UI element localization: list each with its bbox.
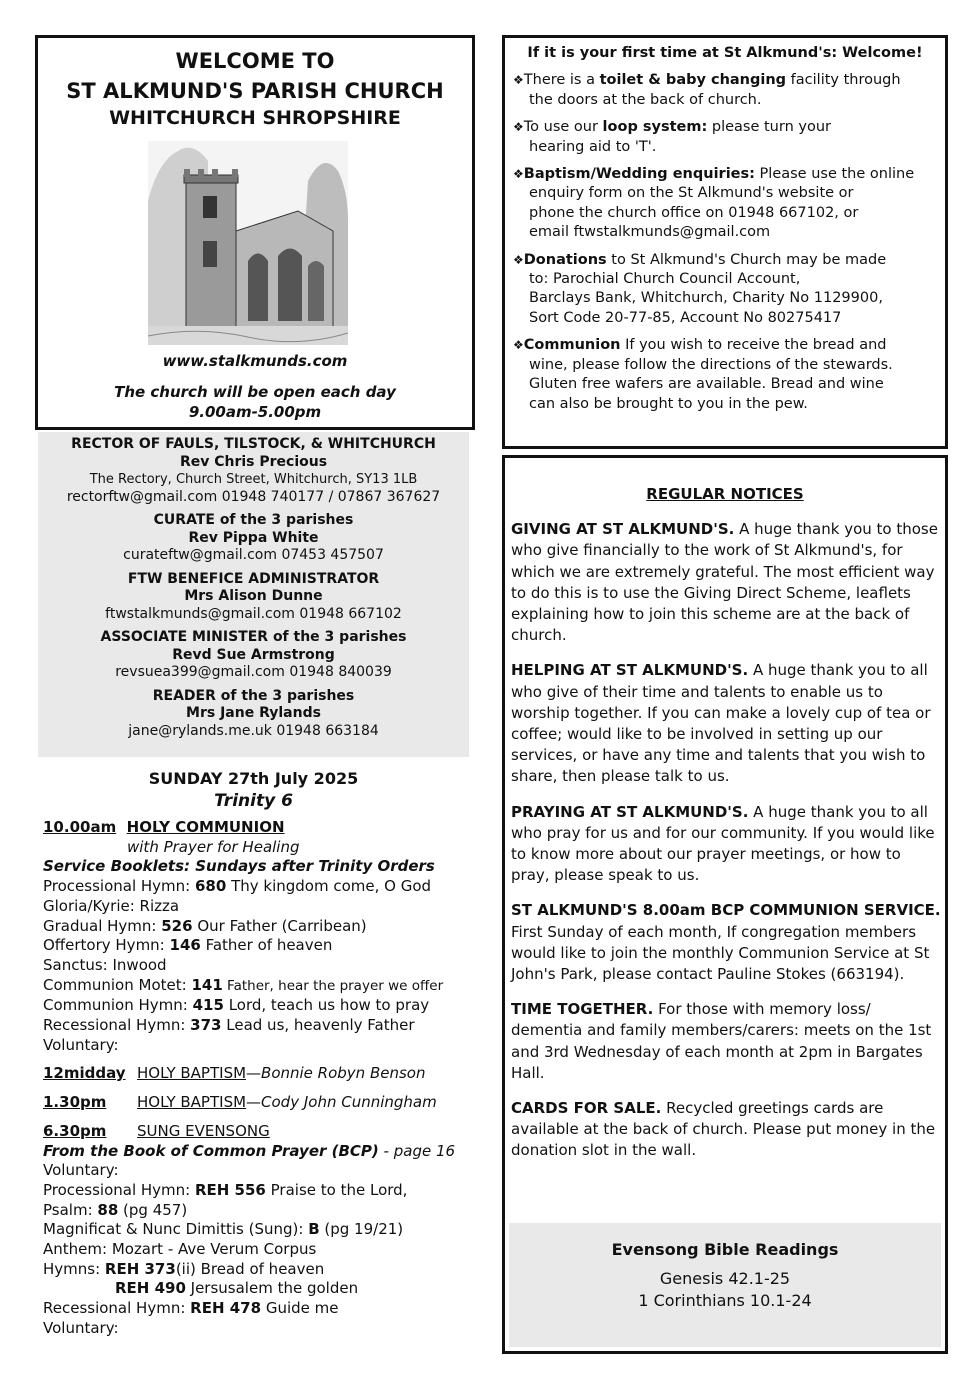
info-text: email ftwstalkmunds@gmail.com [529, 224, 771, 241]
service-line [43, 1016, 473, 1036]
contact-address: The Rectory, Church Street, Whitchurch, SY13 1LB [89, 472, 418, 487]
baptism-candidate: Cody John Cunningham [261, 1093, 437, 1112]
info-text: Barclays Bank, Whitchurch, Charity No 1129900, [529, 290, 883, 307]
contact-name: Rev Chris Precious [179, 453, 328, 470]
service-line [43, 1036, 473, 1056]
notice-text: A huge thank you to those who give financially to the work of St Alkmund's, for which we are extremely grateful. The most efficient way to do this is to use the Giving Direct Scheme, leaflets explaining how to join this scheme are at the back of church. [511, 520, 938, 645]
notice-text: First Sunday of each month, If congregation members would like to join the monthly Communion Service at St John's Park, please contact Pauline Stokes (663194). [511, 922, 930, 984]
baptism-candidate: Bonnie Robyn Benson [261, 1064, 426, 1083]
bullet-icon: ❖ [513, 120, 524, 135]
hymn-number: 526 [161, 916, 193, 935]
service-line [43, 956, 473, 976]
line-label: Sanctus: Inwood [43, 955, 167, 974]
line-label: Offertory Hymn: [43, 936, 170, 955]
hymn-title: Lead us, heavenly Father [221, 1016, 415, 1035]
contact-associate-minister [38, 629, 469, 682]
hymn-number: REH 490 [115, 1279, 186, 1298]
info-loop [513, 118, 939, 157]
contact-name: Rev Pippa White [188, 529, 319, 546]
clergy-contacts [38, 432, 469, 757]
line-label: Gloria/Kyrie: Rizza [43, 896, 180, 915]
info-text: If you wish to receive the bread and [620, 337, 887, 354]
info-bold: loop system: [602, 119, 708, 136]
psalm-number: 88 [97, 1200, 119, 1219]
church-name: ST ALKMUND'S PARISH CHURCH [66, 79, 444, 103]
book-page: - page 16 [378, 1141, 456, 1160]
hymn-title: (ii) Bread of heaven [175, 1259, 325, 1278]
contact-curate [38, 512, 469, 565]
service-line [43, 936, 473, 956]
line-label: Processional Hymn: [43, 1180, 195, 1199]
service-time: 10.00am [43, 818, 117, 836]
contact-administrator [38, 571, 469, 624]
contact-name: Revd Sue Armstrong [172, 646, 335, 663]
service-title: HOLY COMMUNION [126, 818, 285, 836]
service-line: Voluntary: [43, 1318, 119, 1337]
church-location: WHITCHURCH SHROPSHIRE [109, 107, 401, 129]
line-label: Magnificat & Nunc Dimittis (Sung): [43, 1220, 309, 1239]
line-label: Communion Motet: [43, 975, 192, 994]
line-label: Recessional Hymn: [43, 1016, 191, 1035]
info-text: the doors at the back of church. [529, 91, 762, 108]
contact-role: CURATE of the 3 parishes [153, 512, 354, 528]
service-line [43, 1260, 473, 1280]
service-time: 1.30pm [43, 1093, 107, 1112]
readings-title: Evensong Bible Readings [611, 1240, 839, 1259]
service-line [43, 996, 473, 1016]
psalm-page: (pg 457) [118, 1200, 188, 1219]
service-time: 6.30pm [43, 1121, 107, 1140]
opening-hours-line1: The church will be open each day [114, 383, 396, 401]
hymn-number: 373 [190, 1016, 222, 1035]
regular-notices [502, 455, 948, 1354]
service-line [43, 877, 473, 897]
hymn-number: REH 478 [190, 1299, 262, 1318]
church-illustration [148, 141, 348, 345]
notice-heading: HELPING AT ST ALKMUND'S. [511, 661, 749, 680]
bullet-icon: ❖ [513, 252, 524, 267]
line-label: Gradual Hymn: [43, 916, 162, 935]
info-bold: Communion [523, 337, 621, 354]
info-text: to: Parochial Church Council Account, [529, 271, 801, 288]
info-bold: Baptism/Wedding enquiries: [523, 166, 755, 183]
contact-reader [38, 688, 469, 741]
bullet-icon: ❖ [513, 167, 524, 182]
notice-time-together [511, 999, 941, 1084]
notice-heading: GIVING AT ST ALKMUND'S. [511, 520, 735, 539]
hymn-title: Father, hear the prayer we offer [222, 977, 444, 994]
service-line [43, 1181, 473, 1201]
service-line: Anthem: Mozart - Ave Verum Corpus [43, 1240, 317, 1259]
hymn-title: Jersusalem the golden [185, 1279, 359, 1298]
notice-cards [511, 1098, 941, 1162]
first-time-info [502, 35, 948, 449]
contact-role: READER of the 3 parishes [152, 687, 355, 704]
notice-helping [511, 660, 941, 787]
sunday-heading [38, 768, 469, 812]
notice-bcp-communion [511, 900, 941, 985]
service-line [43, 1299, 473, 1319]
hymn-title: Lord, teach us how to pray [223, 996, 430, 1015]
notice-heading: ST ALKMUND'S 8.00am BCP COMMUNION SERVICE. [511, 901, 941, 920]
opening-hours-line2: 9.00am-5.00pm [188, 403, 322, 421]
contact-details: ftwstalkmunds@gmail.com 01948 667102 [105, 605, 402, 622]
contact-details: revsuea399@gmail.com 01948 840039 [115, 664, 392, 680]
dash: — [246, 1064, 262, 1083]
info-text: enquiry form on the St Alkmund's website or [529, 185, 854, 202]
reading-1: Genesis 42.1-25 [659, 1269, 791, 1289]
evensong-book [43, 1142, 473, 1162]
notice-heading: PRAYING AT ST ALKMUND'S. [511, 802, 749, 821]
setting-page: (pg 19/21) [319, 1220, 404, 1239]
opening-hours [38, 382, 472, 422]
info-donations [513, 251, 939, 329]
contact-details: jane@rylands.me.uk 01948 663184 [128, 722, 379, 739]
service-line [43, 917, 473, 937]
info-text: Please use the online [754, 166, 915, 183]
evensong-readings [509, 1223, 941, 1347]
sunday-date: SUNDAY 27th July 2025 [148, 769, 359, 788]
hymn-title: Guide me [261, 1299, 339, 1318]
service-booklets: Service Booklets: Sundays after Trinity Orders [43, 857, 435, 876]
notices-title: REGULAR NOTICES [646, 485, 804, 503]
contact-role: FTW BENEFICE ADMINISTRATOR [127, 570, 380, 587]
info-text: facility through [786, 72, 901, 89]
bullet-icon: ❖ [513, 338, 524, 353]
notice-heading: CARDS FOR SALE. [511, 1099, 662, 1118]
website-url[interactable]: www.stalkmunds.com [162, 352, 348, 370]
service-line [43, 976, 473, 997]
info-text: Gluten free wafers are available. Bread and wine [529, 376, 884, 393]
service-baptism-2 [43, 1093, 473, 1113]
info-communion [513, 336, 939, 414]
info-baptism-wedding [513, 165, 939, 243]
contact-role: RECTOR OF FAULS, TILSTOCK, & WHITCHURCH [71, 436, 436, 452]
contact-role: ASSOCIATE MINISTER of the 3 parishes [100, 629, 407, 645]
hymn-number: 141 [191, 975, 223, 994]
service-title: HOLY BAPTISM [137, 1093, 247, 1112]
line-label: Hymns: [43, 1259, 105, 1278]
info-text: There is a [523, 72, 600, 89]
service-line [43, 1220, 473, 1240]
service-line [43, 897, 473, 917]
contact-name: Mrs Alison Dunne [184, 588, 323, 604]
service-baptism-1 [43, 1064, 473, 1084]
welcome-panel [35, 35, 475, 430]
line-label: Recessional Hymn: [43, 1299, 191, 1318]
hymn-title: Thy kingdom come, O God [226, 877, 432, 896]
hymn-number: REH 556 [194, 1180, 266, 1199]
book-title: From the Book of Common Prayer (BCP) [43, 1141, 379, 1160]
welcome-heading: WELCOME TO [175, 49, 335, 73]
info-text: can also be brought to you in the pew. [529, 395, 808, 412]
hymn-title: Praise to the Lord, [265, 1180, 408, 1199]
info-text: Sort Code 20-77-85, Account No 80275417 [529, 309, 842, 326]
line-label: Processional Hymn: [43, 877, 195, 896]
notice-text: For those with memory loss/ dementia and family members/carers: meets on the 1st and 3rd Wednesday of each month at 2pm in Bargates Hall. [511, 1000, 932, 1082]
service-line [43, 1279, 473, 1299]
line-label: Voluntary: [43, 1035, 119, 1054]
info-text: hearing aid to 'T'. [529, 138, 657, 155]
hymn-number: REH 373 [104, 1259, 176, 1278]
hymn-number: 680 [194, 877, 227, 896]
service-schedule [43, 818, 473, 1339]
contact-rector [38, 436, 469, 506]
service-line [43, 1201, 473, 1221]
service-holy-communion-heading [43, 818, 473, 838]
reading-2: 1 Corinthians 10.1-24 [638, 1291, 812, 1311]
info-text: to St Alkmund's Church may be made [606, 251, 887, 268]
hymn-title: Father of heaven [200, 936, 333, 955]
service-evensong-heading [43, 1122, 473, 1142]
notice-heading: TIME TOGETHER. [511, 1000, 654, 1019]
info-text: please turn your [707, 119, 831, 136]
notice-praying [511, 802, 941, 887]
info-text: wine, please follow the directions of the stewards. [529, 356, 893, 373]
info-toilet [513, 71, 939, 110]
contact-details: rectorftw@gmail.com 01948 740177 / 07867 367627 [66, 488, 441, 505]
info-bold: Donations [523, 251, 607, 268]
bullet-icon: ❖ [513, 73, 524, 88]
line-label: Psalm: [43, 1200, 98, 1219]
info-text: phone the church office on 01948 667102, or [529, 204, 859, 221]
hymn-number: 146 [169, 936, 201, 955]
info-text: To use our [523, 119, 603, 136]
service-title: SUNG EVENSONG [137, 1121, 270, 1140]
dash: — [246, 1093, 262, 1112]
hymn-number: 415 [192, 996, 224, 1015]
line-label: Communion Hymn: [43, 996, 193, 1015]
setting-letter: B [308, 1220, 320, 1239]
notice-text: Recycled greetings cards are available at the back of church. Please put money in the donation slot in the wall. [511, 1099, 936, 1160]
info-heading: If it is your first time at St Alkmund's: Welcome! [527, 45, 923, 61]
service-line: Voluntary: [43, 1161, 119, 1180]
notice-text: A huge thank you to all who give of their time and talents to enable us to worship together. If you can make a lovely cup of tea or coffee; would like to be involved in setting up our services, or have any time and talents that you wish to share, then please talk to us. [511, 661, 931, 786]
notice-giving [511, 519, 941, 646]
service-title: HOLY BAPTISM [137, 1064, 247, 1083]
hymn-title: Our Father (Carribean) [192, 916, 367, 935]
info-bold: toilet & baby changing [599, 72, 787, 89]
service-time: 12midday [43, 1064, 126, 1083]
service-subtitle: with Prayer for Healing [127, 837, 300, 856]
notice-text: A huge thank you to all who pray for us and for our community. If you would like to know more about our prayer meetings, or how to pray, please speak to us. [511, 802, 935, 885]
sunday-name: Trinity 6 [214, 791, 293, 811]
contact-details: curateftw@gmail.com 07453 457507 [123, 547, 384, 563]
contact-name: Mrs Jane Rylands [186, 705, 321, 721]
